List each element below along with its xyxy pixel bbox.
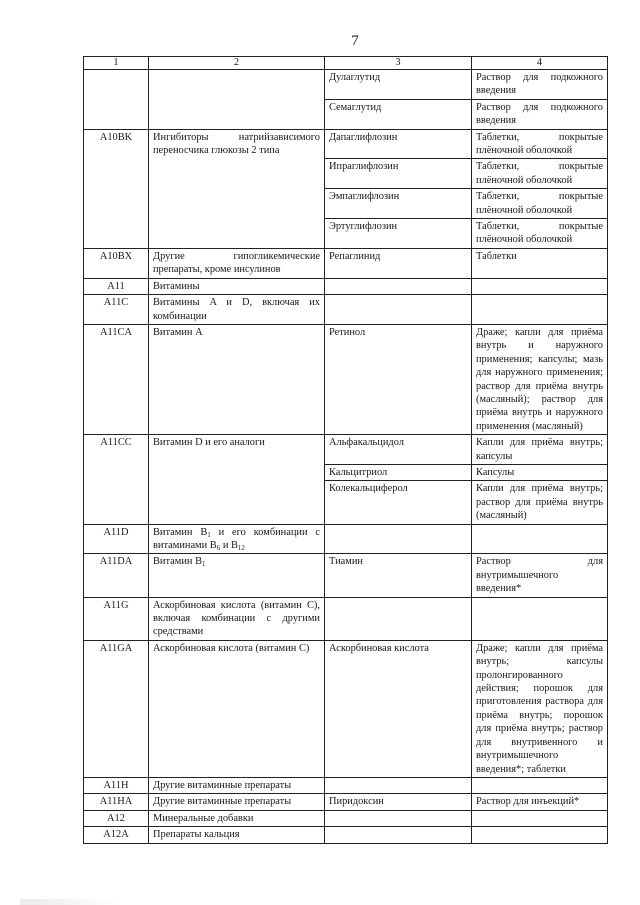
form-cell: Раствор для подкожного введения [472,70,608,100]
page-number: 7 [351,33,359,49]
table-row [84,597,608,640]
form-cell: Раствор для внутримышечного введения* [472,554,608,597]
drug-cell [325,524,472,554]
group-cell: Другие гипогликемические препараты, кроме инсулинов [149,248,325,278]
atc-code-cell: A11G [84,597,149,640]
form-cell [472,777,608,793]
group-cell: Другие витаминные препараты [149,777,325,793]
table-row [84,794,608,810]
group-cell: Препараты кальция [149,827,325,843]
group-cell [149,554,325,597]
group-cell: Витамин D и его аналоги [149,435,325,524]
form-cell: Драже; капли для приёма внутрь и наружного применения; капсулы; мазь для наружного применения; раствор для приёма внутрь (масляный); раствор для приёма внутрь и наружного применения (масляный) [472,324,608,434]
atc-code-cell: A11D [84,524,149,554]
drug-cell: Пиридоксин [325,794,472,810]
table-row [84,435,608,465]
form-cell [472,524,608,554]
atc-code-cell: A11H [84,777,149,793]
table-header-row [84,57,608,70]
atc-code-cell: A11HA [84,794,149,810]
group-cell: Витамин A [149,324,325,434]
table-row [84,278,608,294]
group-cell: Витамины [149,278,325,294]
table-row [84,324,608,434]
group-cell [149,70,325,130]
drug-cell: Аскорбиновая кислота [325,640,472,777]
drug-cell: Альфакальцидол [325,435,472,465]
form-cell: Таблетки, покрытые плёночной оболочкой [472,219,608,249]
group-cell [149,524,325,554]
scan-edge-noise [0,899,640,905]
form-cell: Капсулы [472,464,608,480]
group-cell: Витамины A и D, включая их комбинации [149,295,325,325]
form-cell [472,597,608,640]
form-cell: Таблетки, покрытые плёночной оболочкой [472,159,608,189]
atc-code-cell: A11 [84,278,149,294]
group-cell: Ингибиторы натрийзависимого переносчика глюкозы 2 типа [149,129,325,248]
table-row [84,810,608,826]
group-cell: Другие витаминные препараты [149,794,325,810]
subscript: 6 [216,544,221,552]
group-cell: Аскорбиновая кислота (витамин C), включая комбинации с другими средствами [149,597,325,640]
drug-cell: Семаглутид [325,99,472,129]
column-header: 4 [472,57,608,70]
form-cell: Раствор для инъекций* [472,794,608,810]
group-text: Витамин B [153,526,208,538]
table-row [84,554,608,597]
table-row [84,827,608,843]
drug-cell: Кальцитриол [325,464,472,480]
drug-cell: Колекальциферол [325,481,472,524]
form-cell: Таблетки [472,248,608,278]
subscript: 1 [207,530,211,539]
drug-cell: Эртуглифлозин [325,219,472,249]
subscript: 1 [202,560,206,569]
drug-cell: Эмпаглифлозин [325,189,472,219]
table-row [84,777,608,793]
drug-cell [325,777,472,793]
form-cell [472,295,608,325]
atc-code-cell: A10BK [84,129,149,248]
atc-code-cell: A12A [84,827,149,843]
form-cell: Раствор для подкожного введения [472,99,608,129]
drug-cell [325,827,472,843]
form-cell: Драже; капли для приёма внутрь; капсулы пролонгированного действия; порошок для приготовления раствора для приёма внутрь; порошок для приёма внутрь; раствор для внутривенного и внутримышечного введения*; таблетки [472,640,608,777]
column-header: 1 [84,57,149,70]
subscript: 12 [237,544,245,552]
drug-cell [325,810,472,826]
column-header: 2 [149,57,325,70]
table-row [84,70,608,100]
group-text: Витамин B [153,556,202,568]
group-text: и его комбинации с витаминами B [153,526,320,551]
drug-cell [325,597,472,640]
atc-code-cell: A11CC [84,435,149,524]
drug-cell: Репаглинид [325,248,472,278]
table-row [84,129,608,159]
table-row [84,248,608,278]
drug-cell: Ретинол [325,324,472,434]
drug-cell: Тиамин [325,554,472,597]
drug-cell [325,278,472,294]
form-cell [472,827,608,843]
group-cell: Аскорбиновая кислота (витамин C) [149,640,325,777]
form-cell [472,810,608,826]
table-row [84,295,608,325]
atc-code-cell: A11CA [84,324,149,434]
form-cell: Капли для приёма внутрь; капсулы [472,435,608,465]
drug-cell: Ипраглифлозин [325,159,472,189]
atc-code-cell: A11C [84,295,149,325]
drug-cell: Дапаглифлозин [325,129,472,159]
drug-cell: Дулаглутид [325,70,472,100]
drug-cell [325,295,472,325]
form-cell: Таблетки, покрытые плёночной оболочкой [472,189,608,219]
atc-code-cell: A11DA [84,554,149,597]
atc-code-cell: A12 [84,810,149,826]
table-row [84,640,608,777]
table-row [84,524,608,554]
form-cell: Капли для приёма внутрь; раствор для приёма внутрь (масляный) [472,481,608,524]
atc-code-cell: A10BX [84,248,149,278]
form-cell: Таблетки, покрытые плёночной оболочкой [472,129,608,159]
group-cell: Минеральные добавки [149,810,325,826]
drug-list-table [83,56,608,844]
form-cell [472,278,608,294]
atc-code-cell: A11GA [84,640,149,777]
group-text: и B [220,540,238,551]
column-header: 3 [325,57,472,70]
atc-code-cell [84,70,149,130]
